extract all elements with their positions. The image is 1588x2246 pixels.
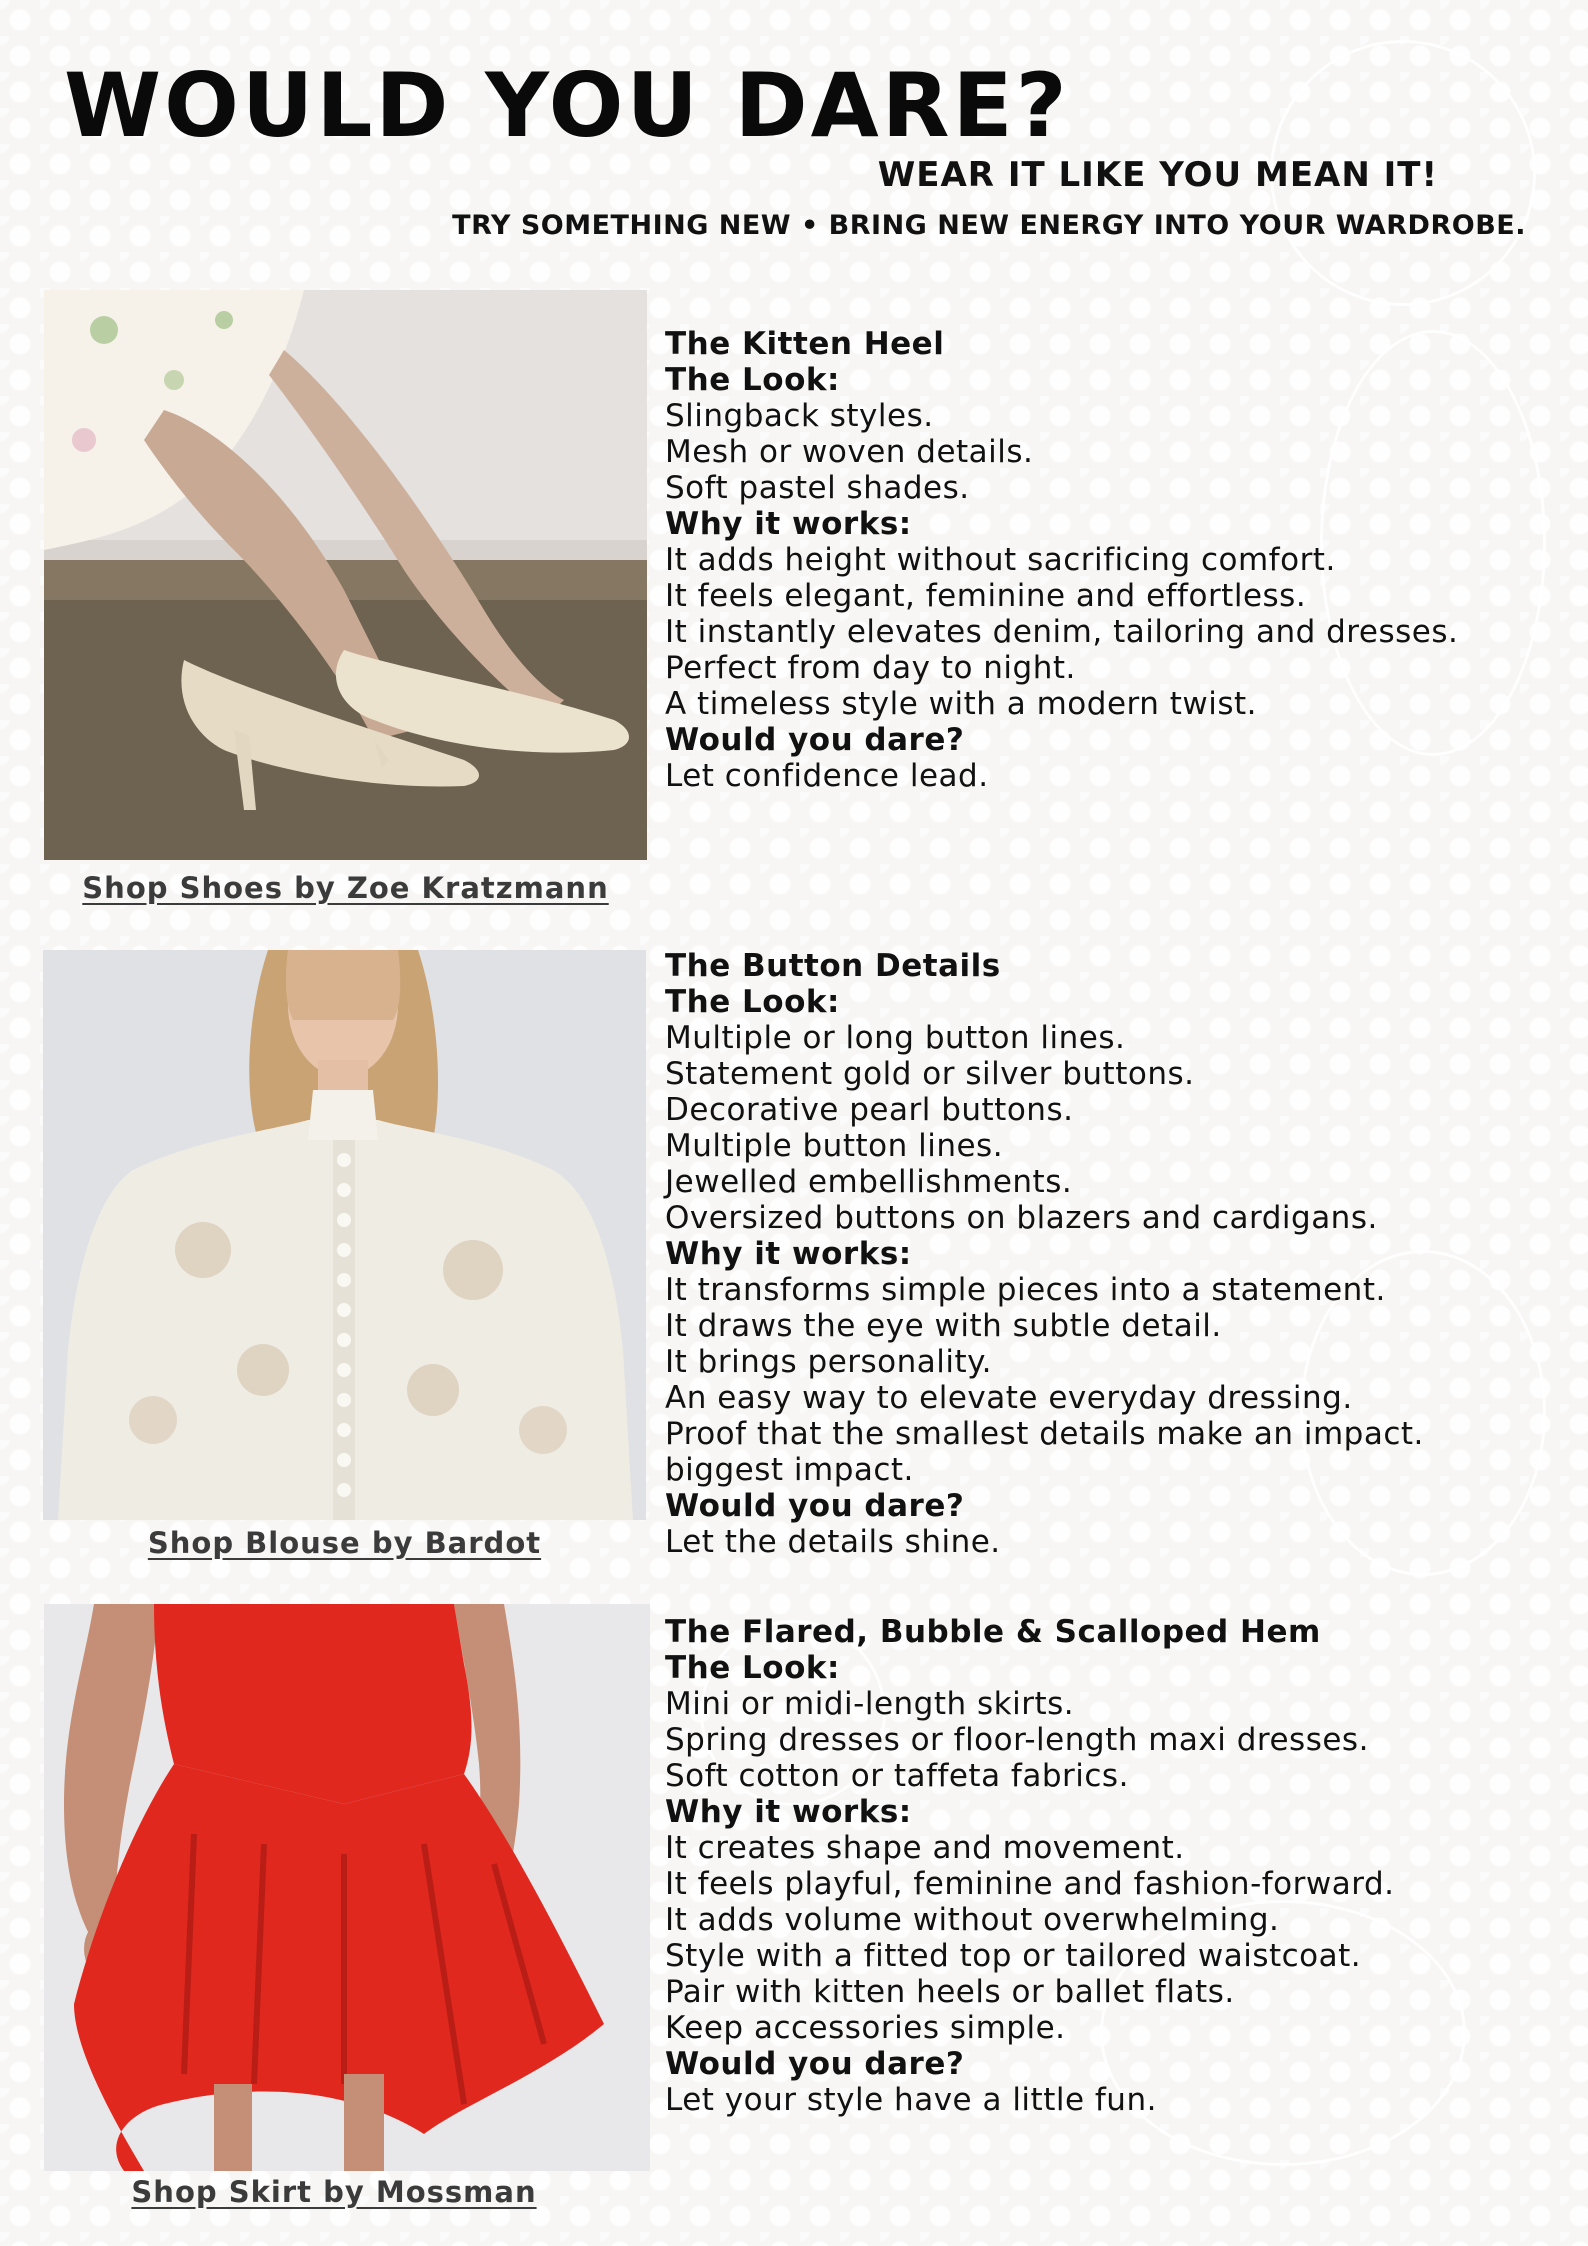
look-label: The Look:	[665, 984, 840, 1020]
shop-skirt-link[interactable]: Shop Skirt by Mossman	[131, 2175, 537, 2209]
why-item: Style with a fitted top or tailored waistcoat.	[665, 1938, 1362, 1974]
look-label: The Look:	[665, 362, 840, 398]
kitten-heel-photo	[44, 290, 647, 860]
look-item: Statement gold or silver buttons.	[665, 1056, 1195, 1092]
look-item: Soft pastel shades.	[665, 470, 970, 506]
page-title: WOULD YOU DARE?	[64, 54, 1070, 157]
why-item: It adds height without sacrificing comfort.	[665, 542, 1336, 578]
look-item: Spring dresses or floor-length maxi dresses.	[665, 1722, 1369, 1758]
shop-shoes-link[interactable]: Shop Shoes by Zoe Kratzmann	[82, 871, 609, 905]
look-item: Multiple or long button lines.	[665, 1020, 1126, 1056]
why-item: It instantly elevates denim, tailoring and dresses.	[665, 614, 1459, 650]
dare-text: Let the details shine.	[665, 1524, 1001, 1560]
section-heading: The Kitten Heel	[665, 326, 945, 362]
section-heading: The Button Details	[665, 948, 1001, 984]
dare-label: Would you dare?	[665, 1488, 965, 1524]
why-item: It transforms simple pieces into a statement.	[665, 1272, 1386, 1308]
hem-info	[665, 1614, 1565, 2118]
look-item: Oversized buttons on blazers and cardigans.	[665, 1200, 1378, 1236]
why-label: Why it works:	[665, 506, 912, 542]
why-item: Proof that the smallest details make an impact.	[665, 1416, 1424, 1452]
look-item: Mesh or woven details.	[665, 434, 1034, 470]
why-item: It feels elegant, feminine and effortless.	[665, 578, 1307, 614]
why-label: Why it works:	[665, 1236, 912, 1272]
look-item: Multiple button lines.	[665, 1128, 1004, 1164]
dare-label: Would you dare?	[665, 2046, 965, 2082]
why-item: An easy way to elevate everyday dressing.	[665, 1380, 1353, 1416]
why-item: It adds volume without overwhelming.	[665, 1902, 1280, 1938]
shop-blouse-link[interactable]: Shop Blouse by Bardot	[147, 1526, 542, 1560]
why-label: Why it works:	[665, 1794, 912, 1830]
why-item: It draws the eye with subtle detail.	[665, 1308, 1222, 1344]
why-item: Pair with kitten heels or ballet flats.	[665, 1974, 1235, 2010]
why-item: Perfect from day to night.	[665, 650, 1076, 686]
look-item: Jewelled embellishments.	[665, 1164, 1073, 1200]
dare-text: Let confidence lead.	[665, 758, 989, 794]
look-item: Soft cotton or taffeta fabrics.	[665, 1758, 1129, 1794]
why-item: It creates shape and movement.	[665, 1830, 1185, 1866]
look-item: Slingback styles.	[665, 398, 934, 434]
look-label: The Look:	[665, 1650, 840, 1686]
button-details-info	[665, 948, 1565, 1560]
kitten-heel-info	[665, 326, 1565, 794]
look-item: Decorative pearl buttons.	[665, 1092, 1074, 1128]
page-tagline: TRY SOMETHING NEW • BRING NEW ENERGY INTO YOUR WARDROBE.	[452, 210, 1526, 241]
why-item: biggest impact.	[665, 1452, 914, 1488]
why-item: It feels playful, feminine and fashion-forward.	[665, 1866, 1395, 1902]
red-skirt-photo	[44, 1604, 650, 2171]
why-item: It brings personality.	[665, 1344, 992, 1380]
lace-blouse-photo	[43, 950, 646, 1520]
page-subtitle: WEAR IT LIKE YOU MEAN IT!	[877, 155, 1438, 195]
why-item: A timeless style with a modern twist.	[665, 686, 1257, 722]
look-item: Mini or midi-length skirts.	[665, 1686, 1075, 1722]
dare-label: Would you dare?	[665, 722, 965, 758]
why-item: Keep accessories simple.	[665, 2010, 1066, 2046]
section-heading: The Flared, Bubble & Scalloped Hem	[665, 1614, 1321, 1650]
dare-text: Let your style have a little fun.	[665, 2082, 1157, 2118]
